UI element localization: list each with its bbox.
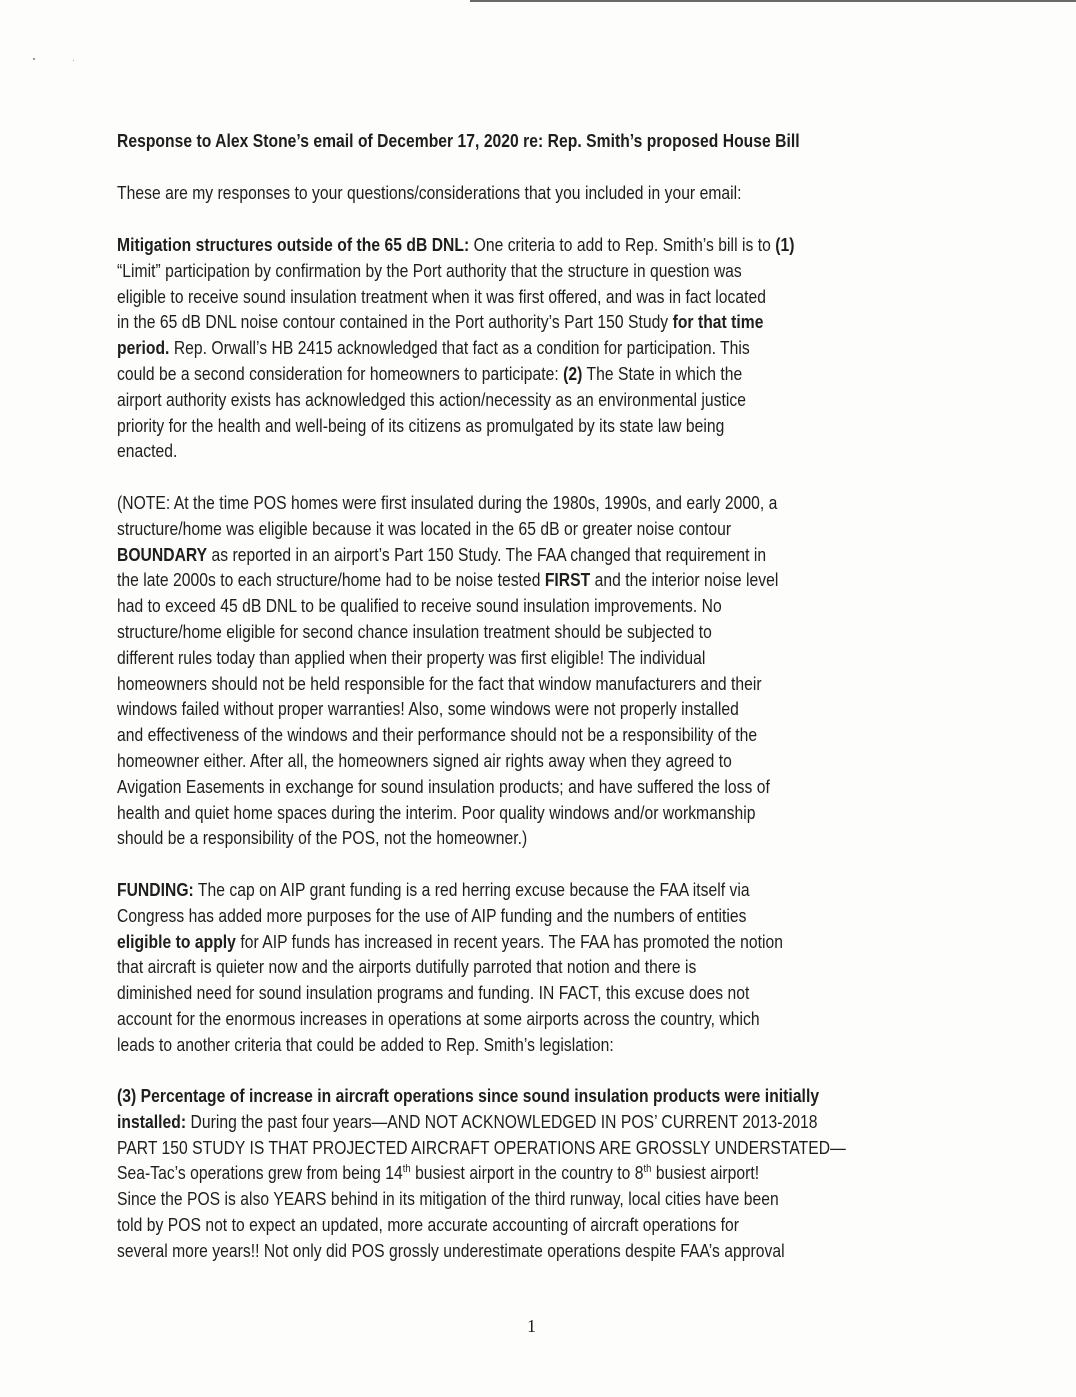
bold-text: eligible to apply (117, 931, 236, 952)
page-number: 1 (527, 1316, 536, 1336)
text-line (117, 518, 731, 540)
text-line (117, 905, 747, 927)
text-run: could be a second consideration for homeowners to participate: (117, 364, 564, 384)
intro-text: These are my responses to your questions/considerations that you included in your email: (117, 183, 742, 203)
scan-edge-line (470, 0, 1076, 2)
text-run: and effectiveness of the windows and their performance should not be a responsibility of the (117, 725, 758, 746)
text-run: The State in which the (582, 364, 743, 384)
text-run: different rules today than applied when their property was first eligible! The individual (117, 647, 706, 668)
bold-text: (3) Percentage of increase in aircraft operations since sound insulation products were initially (117, 1086, 820, 1106)
text-run: health and quiet home spaces during the interim. Poor quality windows and/or workmanship (117, 802, 756, 823)
text-line (117, 440, 177, 462)
text-run: and the interior noise level (590, 570, 779, 591)
text-line (117, 234, 795, 256)
text-line (117, 569, 778, 591)
text-run: account for the enormous increases in operations at some airports across the country, which (117, 1009, 760, 1029)
text-run: leads to another criteria that could be added to Rep. Smith’s legislation: (117, 1034, 614, 1055)
text-line (117, 802, 755, 824)
text-line (117, 647, 705, 669)
text-run: Congress has added more purposes for the use of AIP funding and the numbers of entities (117, 905, 747, 926)
text-run: The cap on AIP grant funding is a red herring excuse because the FAA itself via (193, 880, 750, 900)
text-line (117, 492, 777, 514)
text-run: several more years!! Not only did POS grossly underestimate operations despite FAA’s approval (117, 1240, 785, 1261)
text-run: structure/home was eligible because it was located in the 65 dB or greater noise contour (117, 518, 732, 539)
text-run: that aircraft is quieter now and the airports dutifully parroted that notion and there is (117, 957, 697, 978)
text-line (117, 1214, 739, 1236)
text-line (117, 1008, 760, 1030)
text-line (117, 931, 783, 953)
text-line (117, 1240, 785, 1262)
bold-text: (2) (563, 364, 583, 384)
text-line (117, 1085, 819, 1107)
bold-text: (1) (775, 235, 795, 255)
text-line (117, 776, 770, 798)
text-run: for AIP funds has increased in recent years. The FAA has promoted the notion (235, 931, 783, 952)
bold-text: installed: (117, 1111, 187, 1132)
text-line (117, 311, 764, 333)
text-line (117, 1188, 779, 1210)
text-line (117, 621, 712, 643)
text-run: PART 150 STUDY IS THAT PROJECTED AIRCRAFT OPERATIONS ARE GROSSLY UNDERSTATED— (117, 1137, 846, 1158)
document-title: Response to Alex Stone’s email of December 17, 2020 re: Rep. Smith’s proposed House Bill (117, 131, 800, 151)
text-run: th (402, 1163, 411, 1176)
text-run: Rep. Orwall’s HB 2415 acknowledged that fact as a condition for participation. This (169, 338, 750, 359)
text-run: windows failed without proper warranties! Also, some windows were not properly installed (117, 699, 739, 720)
text-run: should be a responsibility of the POS, not the homeowner.) (117, 828, 528, 849)
text-line (117, 595, 722, 617)
text-run: as reported in an airport’s Part 150 Study. The FAA changed that requirement in (207, 544, 767, 565)
text-line (117, 698, 739, 720)
text-run: “Limit” participation by confirmation by the Port authority that the structure in question was (117, 260, 742, 281)
bold-text: BOUNDARY (117, 544, 208, 565)
text-line (117, 1137, 846, 1159)
text-run: th (643, 1163, 652, 1176)
text-line (117, 337, 750, 359)
text-line (117, 982, 749, 1004)
text-run: the late 2000s to each structure/home had to be noise tested (117, 570, 545, 591)
text-run: Sea-Tac’s operations grew from being 14 (117, 1163, 403, 1184)
text-run: One criteria to add to Rep. Smith’s bill is to (469, 235, 776, 255)
scan-speck (33, 58, 35, 60)
text-run: eligible to receive sound insulation treatment when it was first offered, and was in fact located (117, 286, 767, 307)
text-line (117, 724, 757, 746)
text-line (117, 389, 746, 411)
text-line (117, 750, 732, 772)
text-line (117, 1111, 817, 1133)
bold-text: period. (117, 338, 170, 359)
text-run: told by POS not to expect an updated, more accurate accounting of aircraft operations for (117, 1215, 740, 1235)
text-run: homeowners should not be held responsible for the fact that window manufacturers and their (117, 673, 762, 694)
text-line (117, 879, 750, 901)
text-line (117, 1034, 614, 1056)
text-run: homeowner either. After all, the homeowners signed air rights away when they agreed to (117, 751, 732, 771)
text-run: busiest airport! (651, 1163, 760, 1184)
text-line (117, 673, 762, 695)
text-line (117, 1162, 759, 1184)
text-run: in the 65 dB DNL noise contour contained in the Port authority’s Part 150 Study (117, 312, 673, 333)
text-line (117, 415, 724, 437)
bold-text: FUNDING: (117, 880, 194, 900)
text-run: priority for the health and well-being of its citizens as promulgated by its state law being (117, 415, 725, 436)
text-run: Avigation Easements in exchange for sound insulation products; and have suffered the loss of (117, 776, 770, 797)
text-line (117, 956, 696, 978)
text-run: Since the POS is also YEARS behind in its mitigation of the third runway, local cities have been (117, 1189, 779, 1210)
text-run: airport authority exists has acknowledged this action/necessity as an environmental justice (117, 389, 747, 410)
text-line (117, 544, 766, 566)
text-run: diminished need for sound insulation programs and funding. IN FACT, this excuse does not (117, 983, 750, 1004)
text-line (117, 827, 527, 849)
text-line (117, 260, 742, 282)
text-run: had to exceed 45 dB DNL to be qualified to receive sound insulation improvements. No (117, 596, 722, 617)
text-run: structure/home eligible for second chance insulation treatment should be subjected to (117, 622, 712, 642)
text-run: enacted. (117, 441, 178, 462)
scan-speck (73, 60, 74, 61)
text-run: (NOTE: At the time POS homes were first insulated during the 1980s, 1990s, and early 2000, a (117, 493, 778, 513)
bold-text: Mitigation structures outside of the 65 dB DNL: (117, 235, 470, 255)
text-run: busiest airport in the country to 8 (410, 1163, 644, 1184)
text-line (117, 363, 742, 385)
bold-text: FIRST (544, 570, 591, 591)
bold-text: for that time (672, 312, 764, 333)
text-run: During the past four years—AND NOT ACKNOWLEDGED IN POS’ CURRENT 2013-2018 (186, 1111, 818, 1132)
text-line (117, 286, 766, 308)
